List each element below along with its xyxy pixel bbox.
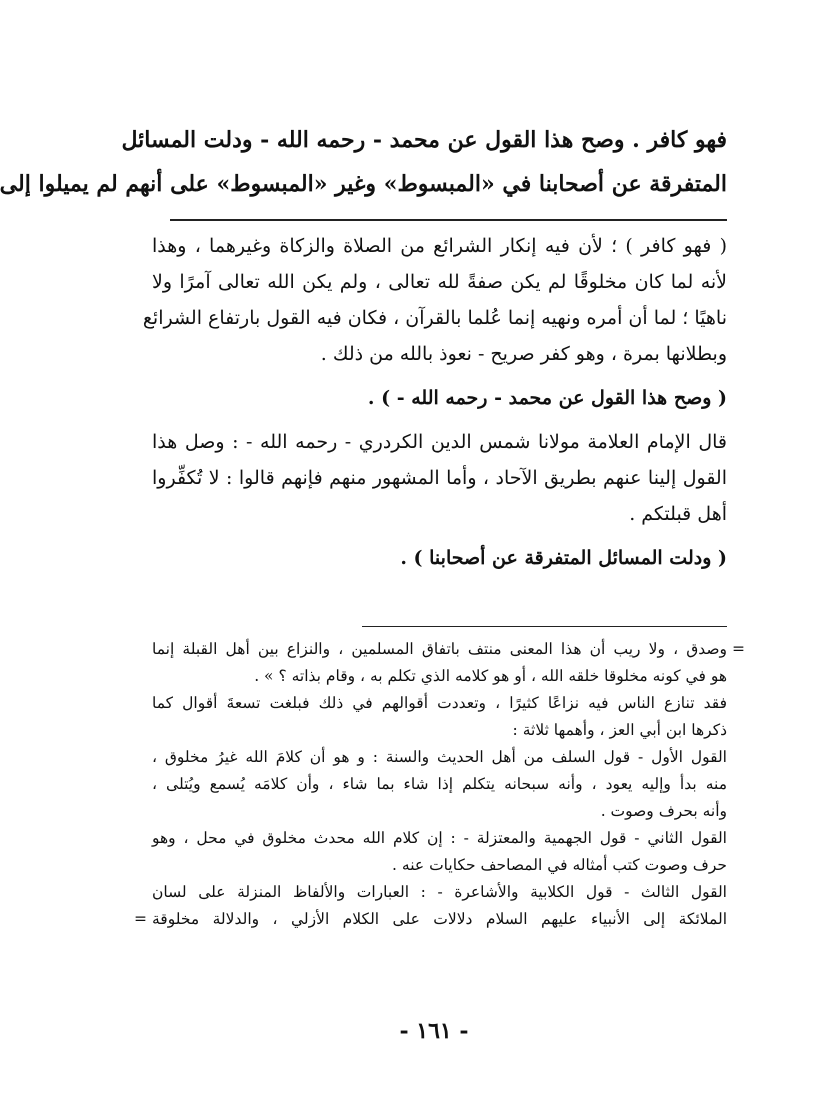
page-number: - ١٦١ - bbox=[399, 1018, 469, 1044]
footnote-line: هو في كونه مخلوقا خلقه الله ، أو هو كلامه الذي تكلم به ، وقام بذاته ؟ » . bbox=[254, 667, 727, 685]
footnote-line: وأنه بحرف وصوت . bbox=[600, 802, 727, 820]
main-text-line: فهو كافر . وصح هذا القول عن محمد - رحمه الله - ودلت المسائل bbox=[121, 127, 727, 153]
commentary bbox=[142, 228, 727, 584]
footnote-divider bbox=[362, 626, 727, 627]
commentary-line: القول إلينا عنهم بطريق الآحاد ، وأما المشهور منهم فإنهم قالوا : لا تُكفِّروا bbox=[152, 467, 727, 489]
footnote-line: حرف وصوت كتب أمثاله في المصاحف حكايات عنه . bbox=[392, 856, 727, 874]
footnote-continuation-marker: = bbox=[732, 640, 745, 658]
commentary-heading bbox=[152, 540, 727, 576]
commentary-line: أهل قبلتكم . bbox=[629, 503, 727, 525]
footnote-line: منه بدأ وإليه يعود ، وأنه سبحانه يتكلم إذا شاء بما شاء ، وأن كلامَه يُسمع ويُتلى ، bbox=[152, 775, 727, 793]
main-text bbox=[0, 118, 727, 206]
footnote-continues-marker: = bbox=[134, 910, 147, 928]
commentary-line: وبطلانها بمرة ، وهو كفر صريح - نعوذ بالله من ذلك . bbox=[320, 343, 727, 365]
footnote-line: القول الثالث - قول الكلابية والأشاعرة - : العبارات والألفاظ المنزلة على لسان bbox=[152, 883, 727, 901]
main-text-line: المتفرقة عن أصحابنا في «المبسوط» وغير «المبسوط» على أنهم لم يميلوا إلى bbox=[0, 171, 727, 197]
footnote bbox=[134, 636, 745, 933]
footnote-line: فقد تنازع الناس فيه نزاعًا كثيرًا ، وتعددت أقوالهم في ذلك فبلغت تسعةَ أقوال كما bbox=[152, 694, 727, 712]
footnote-line: ذكرها ابن أبي العز ، وأهمها ثلاثة : bbox=[512, 721, 727, 739]
footnote-line: وصدق ، ولا ريب أن هذا المعنى منتف باتفاق المسلمين ، والنزاع بين أهل القبلة إنما bbox=[152, 640, 727, 658]
commentary-paragraph bbox=[152, 424, 727, 532]
commentary-heading-text: ( وصح هذا القول عن محمد - رحمه الله - ) . bbox=[367, 387, 727, 409]
commentary-line: ( فهو كافر ) ؛ لأن فيه إنكار الشرائع من الصلاة والزكاة وغيرهما ، وهذا bbox=[152, 235, 727, 257]
commentary-line: لأنه لما كان مخلوقًا لم يكن صفةً لله تعالى ، ولم يكن الله تعالى آمرًا ولا bbox=[152, 271, 727, 293]
commentary-line: قال الإمام العلامة مولانا شمس الدين الكردري - رحمه الله - : وصل هذا bbox=[152, 431, 727, 453]
main-text-divider bbox=[170, 219, 727, 221]
commentary-paragraph bbox=[142, 228, 727, 372]
commentary-heading bbox=[152, 380, 727, 416]
footnote-line: الملائكة إلى الأنبياء عليهم السلام دلالات على الكلام الأزلي ، والدلالة مخلوقة bbox=[152, 910, 727, 928]
footnote-line: القول الأول - قول السلف من أهل الحديث والسنة : و هو أن كلامَ الله غيرُ مخلوق ، bbox=[152, 748, 727, 766]
commentary-heading-text: ( ودلت المسائل المتفرقة عن أصحابنا ) . bbox=[400, 547, 727, 569]
commentary-line: ناهيًا ؛ لما أن أمره ونهيه إنما عُلما بالقرآن ، فكان فيه القول بارتفاع الشرائع bbox=[142, 307, 727, 329]
footnote-line: القول الثاني - قول الجهمية والمعتزلة - : إن كلام الله محدث مخلوق في محل ، وهو bbox=[152, 829, 727, 847]
